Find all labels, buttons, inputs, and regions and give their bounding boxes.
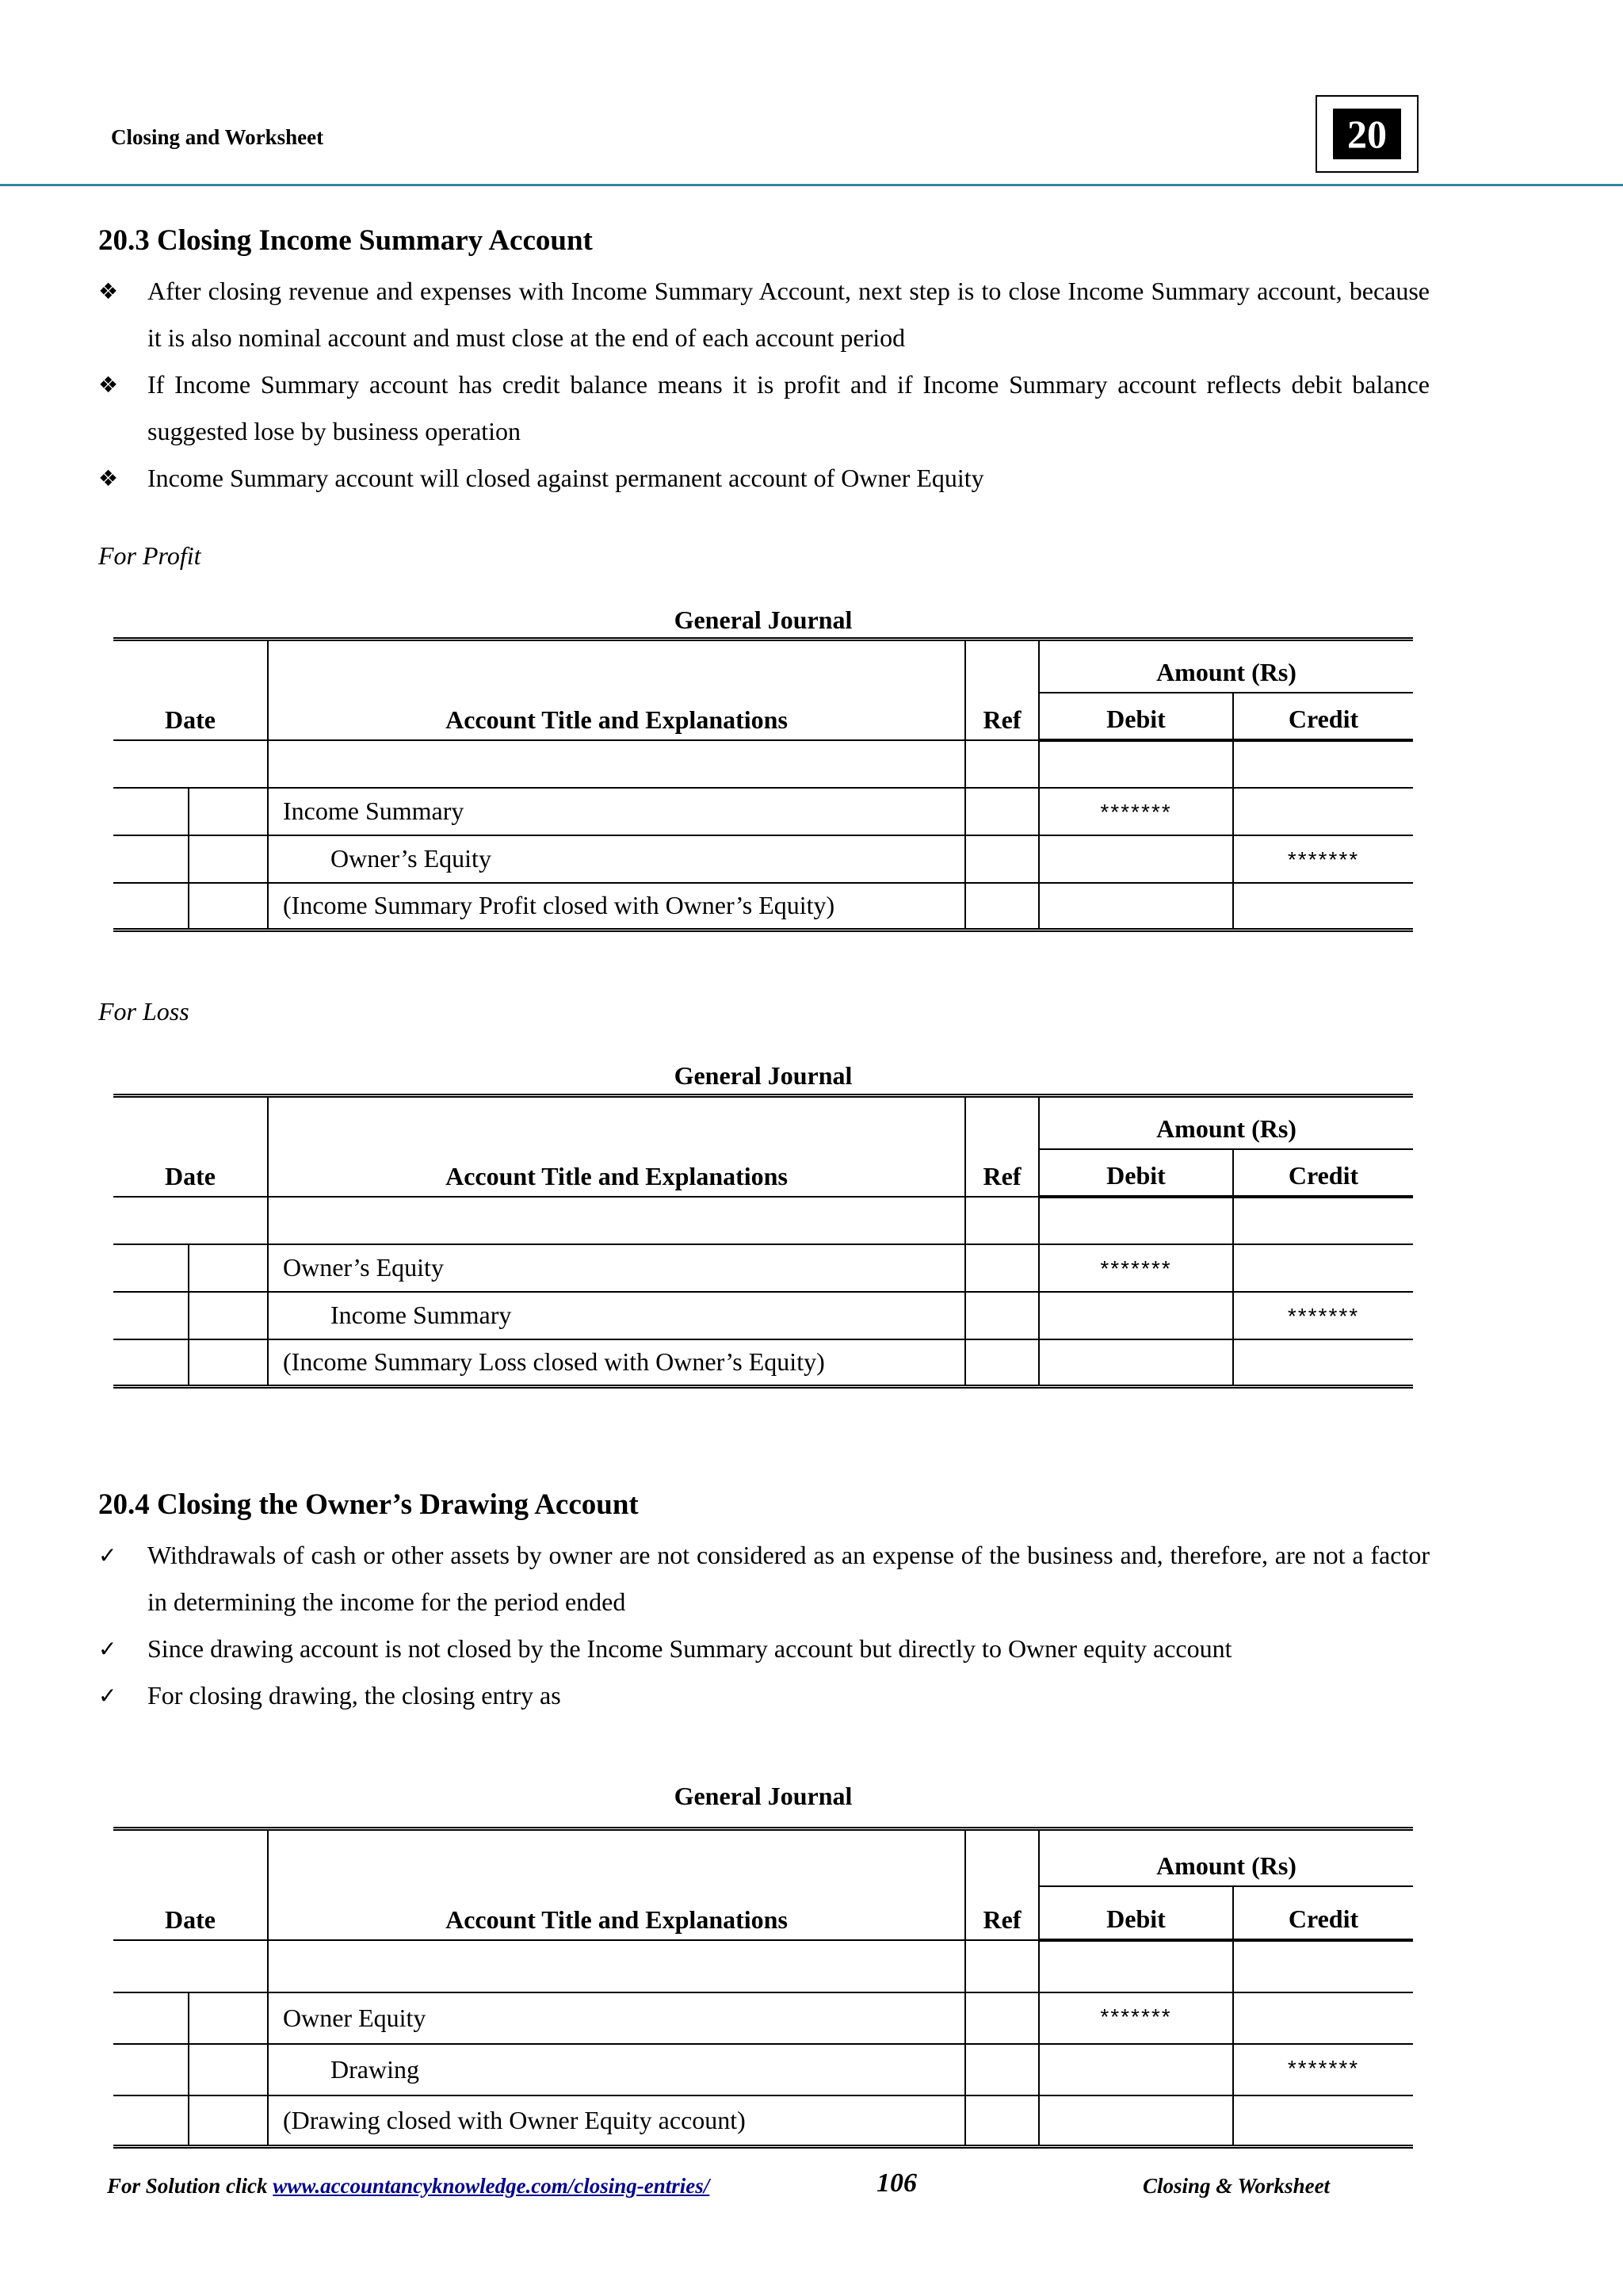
checkmark-bullet-icon: ✓ bbox=[98, 1542, 117, 1568]
date-cell-month bbox=[113, 1992, 189, 2044]
ref-cell bbox=[965, 1292, 1039, 1339]
table-row bbox=[113, 1992, 1413, 2044]
ref-cell bbox=[965, 1244, 1039, 1292]
debit-cell bbox=[1039, 740, 1233, 788]
section-heading-20-3: 20.3 Closing Income Summary Account bbox=[98, 224, 593, 257]
credit-cell: ******* bbox=[1233, 2044, 1413, 2095]
ref-header: Ref bbox=[965, 640, 1039, 740]
table-row bbox=[113, 2095, 1413, 2147]
debit-header: Debit bbox=[1039, 693, 1233, 740]
debit-cell bbox=[1039, 1197, 1233, 1244]
date-cell-month bbox=[113, 2044, 189, 2095]
table-row bbox=[113, 835, 1413, 883]
bullet-text: Withdrawals of cash or other assets by owner are not considered as an expense of the business and, therefore, are not a factor in determining the income for the period ended bbox=[147, 1541, 1430, 1616]
desc-cell: (Drawing closed with Owner Equity account) bbox=[268, 2095, 965, 2147]
debit-cell bbox=[1039, 1940, 1233, 1992]
date-cell-day bbox=[189, 2095, 268, 2147]
table-row bbox=[113, 1940, 1413, 1992]
date-cell bbox=[113, 740, 268, 788]
journal-table-loss bbox=[113, 1094, 1413, 1389]
page-number: 106 bbox=[876, 2168, 917, 2198]
table-row bbox=[113, 1339, 1413, 1387]
date-cell-month bbox=[113, 883, 189, 930]
diamond-bullet-icon: ❖ bbox=[98, 465, 119, 491]
section-heading-20-4: 20.4 Closing the Owner’s Drawing Account bbox=[98, 1488, 639, 1521]
credit-cell: ******* bbox=[1233, 835, 1413, 883]
desc-cell: Owner Equity bbox=[268, 1992, 965, 2044]
table-row bbox=[113, 1244, 1413, 1292]
amount-header: Amount (Rs) bbox=[1039, 640, 1413, 693]
date-cell bbox=[113, 1940, 268, 1992]
date-cell-day bbox=[189, 1992, 268, 2044]
desc-cell bbox=[268, 740, 965, 788]
credit-cell bbox=[1233, 740, 1413, 788]
desc-cell: Drawing bbox=[268, 2044, 965, 2095]
header-title: Closing and Worksheet bbox=[111, 125, 324, 149]
bullet-item bbox=[98, 361, 1430, 455]
debit-cell bbox=[1039, 1339, 1233, 1387]
ref-header: Ref bbox=[965, 1829, 1039, 1940]
footer-solution-prefix: For Solution click bbox=[107, 2174, 273, 2198]
credit-cell: ******* bbox=[1233, 1292, 1413, 1339]
date-cell bbox=[113, 1197, 268, 1244]
debit-cell: ******* bbox=[1039, 1992, 1233, 2044]
account-header: Account Title and Explanations bbox=[268, 1829, 965, 1940]
bullet-item bbox=[98, 1672, 1430, 1719]
bullet-text: Income Summary account will closed against permanent account of Owner Equity bbox=[147, 464, 984, 492]
debit-header: Debit bbox=[1039, 1149, 1233, 1197]
desc-cell: Income Summary bbox=[268, 1292, 965, 1339]
desc-cell: (Income Summary Loss closed with Owner’s Equity) bbox=[268, 1339, 965, 1387]
credit-header: Credit bbox=[1233, 1149, 1413, 1197]
bullet-text: For closing drawing, the closing entry as bbox=[147, 1681, 561, 1710]
debit-cell bbox=[1039, 835, 1233, 883]
desc-cell: (Income Summary Profit closed with Owner’s Equity) bbox=[268, 883, 965, 930]
debit-cell bbox=[1039, 1292, 1233, 1339]
ref-cell bbox=[965, 2044, 1039, 2095]
debit-cell: ******* bbox=[1039, 788, 1233, 835]
bullet-item bbox=[98, 1626, 1430, 1672]
date-cell-month bbox=[113, 1339, 189, 1387]
journal-title-loss: General Journal bbox=[674, 1061, 853, 1090]
debit-cell bbox=[1039, 2095, 1233, 2147]
journal-table-profit bbox=[113, 637, 1413, 932]
desc-cell: Income Summary bbox=[268, 788, 965, 835]
caption-for-loss: For Loss bbox=[98, 997, 189, 1026]
credit-cell bbox=[1233, 883, 1413, 930]
bullet-item bbox=[98, 455, 1430, 502]
date-cell-day bbox=[189, 2044, 268, 2095]
footer-solution bbox=[107, 2174, 709, 2199]
table-row bbox=[113, 1292, 1413, 1339]
date-header: Date bbox=[113, 1096, 268, 1197]
table-row bbox=[113, 788, 1413, 835]
date-cell-month bbox=[113, 1292, 189, 1339]
date-cell-month bbox=[113, 1244, 189, 1292]
ref-cell bbox=[965, 835, 1039, 883]
footer-chapter-title: Closing & Worksheet bbox=[1143, 2174, 1331, 2198]
caption-for-profit: For Profit bbox=[98, 541, 201, 570]
desc-cell bbox=[268, 1197, 965, 1244]
chapter-badge bbox=[1316, 95, 1419, 173]
footer-solution-link[interactable]: www.accountancyknowledge.com/closing-entries/ bbox=[273, 2174, 710, 2198]
credit-cell bbox=[1233, 1244, 1413, 1292]
bullet-text: If Income Summary account has credit balance means it is profit and if Income Summary account reflects debit balance suggested lose by business operation bbox=[147, 370, 1430, 445]
bullet-text: After closing revenue and expenses with Income Summary Account, next step is to close Income Summary account, because it is also nominal account and must close at the end of each account period bbox=[147, 277, 1430, 352]
debit-cell bbox=[1039, 2044, 1233, 2095]
account-header: Account Title and Explanations bbox=[268, 1096, 965, 1197]
credit-cell bbox=[1233, 1940, 1413, 1992]
table-row bbox=[113, 883, 1413, 930]
date-cell-day bbox=[189, 835, 268, 883]
journal-title-profit: General Journal bbox=[674, 606, 853, 634]
bullet-item bbox=[98, 1532, 1430, 1626]
date-header: Date bbox=[113, 640, 268, 740]
ref-cell bbox=[965, 740, 1039, 788]
ref-cell bbox=[965, 883, 1039, 930]
amount-header: Amount (Rs) bbox=[1039, 1829, 1413, 1886]
checkmark-bullet-icon: ✓ bbox=[98, 1636, 117, 1662]
credit-cell bbox=[1233, 1197, 1413, 1244]
credit-cell bbox=[1233, 2095, 1413, 2147]
ref-cell bbox=[965, 788, 1039, 835]
date-cell-day bbox=[189, 883, 268, 930]
ref-cell bbox=[965, 1940, 1039, 1992]
ref-cell bbox=[965, 1339, 1039, 1387]
bullet-item bbox=[98, 268, 1430, 361]
ref-cell bbox=[965, 1197, 1039, 1244]
table-row bbox=[113, 740, 1413, 788]
checkmark-bullet-icon: ✓ bbox=[98, 1683, 117, 1709]
credit-header: Credit bbox=[1233, 1886, 1413, 1940]
date-cell-month bbox=[113, 788, 189, 835]
debit-cell bbox=[1039, 883, 1233, 930]
desc-cell bbox=[268, 1940, 965, 1992]
date-cell-day bbox=[189, 1292, 268, 1339]
desc-cell: Owner’s Equity bbox=[268, 835, 965, 883]
credit-cell bbox=[1233, 1992, 1413, 2044]
diamond-bullet-icon: ❖ bbox=[98, 278, 119, 304]
credit-cell bbox=[1233, 1339, 1413, 1387]
ref-header: Ref bbox=[965, 1096, 1039, 1197]
debit-header: Debit bbox=[1039, 1886, 1233, 1940]
desc-cell: Owner’s Equity bbox=[268, 1244, 965, 1292]
section1-bullet-list bbox=[98, 268, 1430, 502]
date-cell-day bbox=[189, 788, 268, 835]
date-cell-month bbox=[113, 2095, 189, 2147]
section2-bullet-list bbox=[98, 1532, 1430, 1719]
credit-header: Credit bbox=[1233, 693, 1413, 740]
chapter-number: 20 bbox=[1333, 109, 1401, 159]
diamond-bullet-icon: ❖ bbox=[98, 372, 119, 398]
date-header: Date bbox=[113, 1829, 268, 1940]
ref-cell bbox=[965, 2095, 1039, 2147]
journal-title-drawing: General Journal bbox=[674, 1782, 853, 1810]
journal-table-drawing bbox=[113, 1827, 1413, 2149]
table-row bbox=[113, 1197, 1413, 1244]
amount-header: Amount (Rs) bbox=[1039, 1096, 1413, 1149]
table-row bbox=[113, 2044, 1413, 2095]
bullet-text: Since drawing account is not closed by the Income Summary account but directly to Owner equity account bbox=[147, 1634, 1232, 1663]
date-cell-month bbox=[113, 835, 189, 883]
account-header: Account Title and Explanations bbox=[268, 640, 965, 740]
date-cell-day bbox=[189, 1244, 268, 1292]
credit-cell bbox=[1233, 788, 1413, 835]
ref-cell bbox=[965, 1992, 1039, 2044]
header-divider bbox=[0, 184, 1623, 186]
date-cell-day bbox=[189, 1339, 268, 1387]
debit-cell: ******* bbox=[1039, 1244, 1233, 1292]
